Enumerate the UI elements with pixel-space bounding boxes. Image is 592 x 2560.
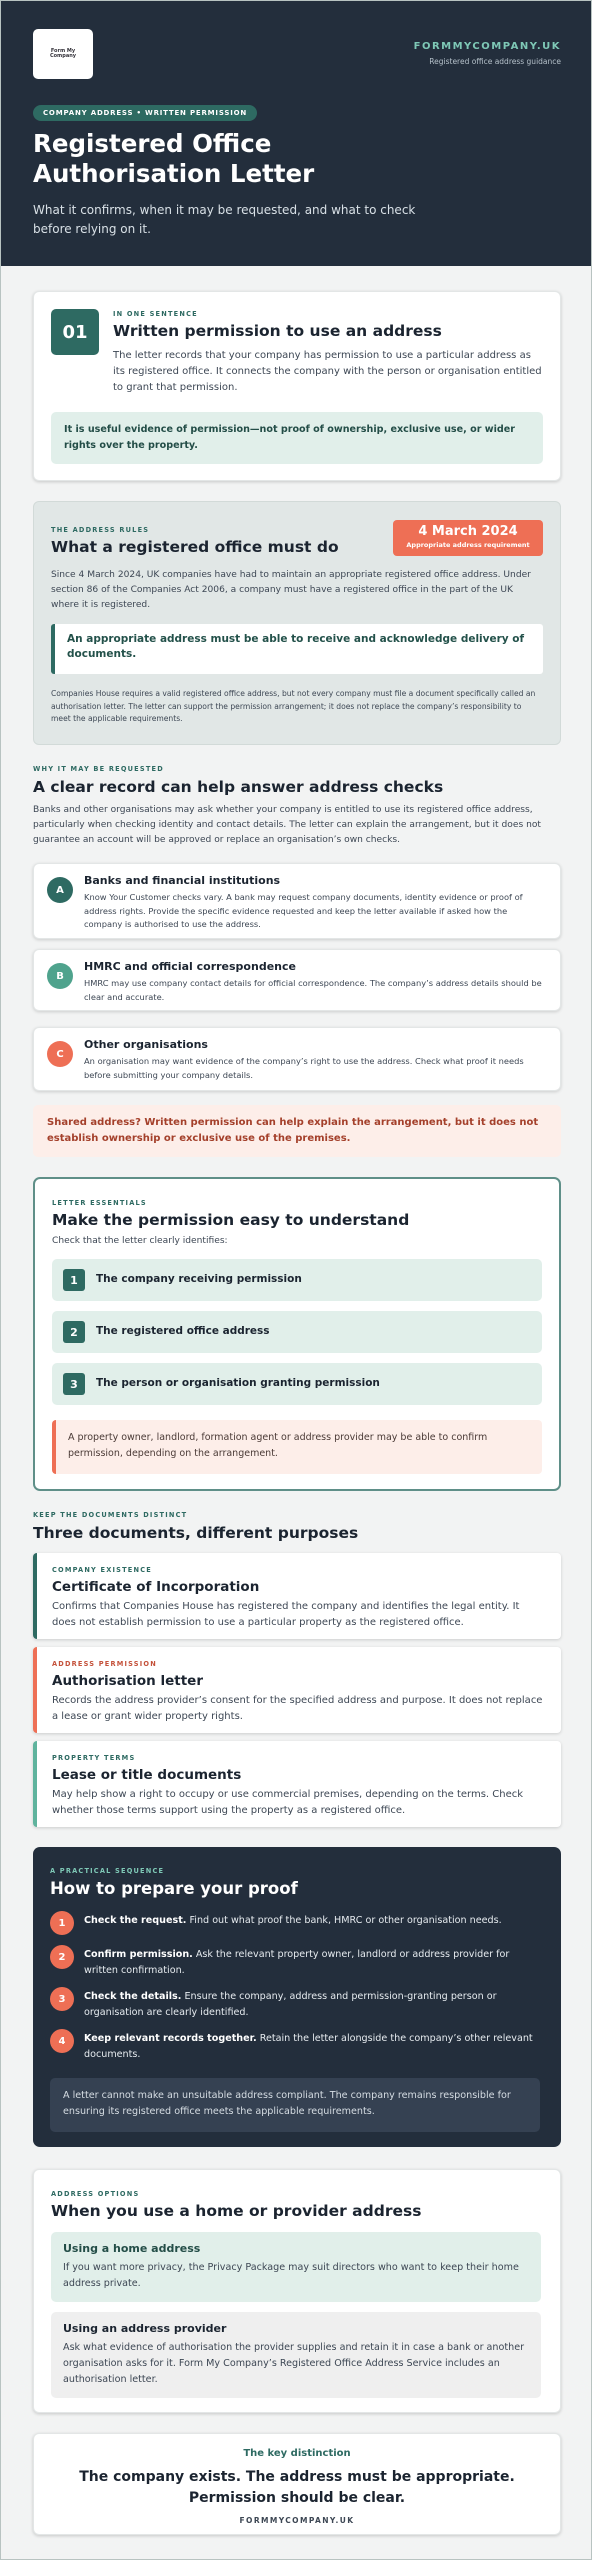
address-rules-panel [33,501,561,745]
doc-title: Lease or title documents [52,1767,242,1783]
date-badge [393,520,543,556]
company-logo[interactable] [33,29,93,79]
why-kicker: WHY IT MAY BE REQUESTED [33,765,164,773]
date-badge-label: Appropriate address requirement [406,541,530,549]
sequence-title: How to prepare your proof [50,1879,298,1898]
date-badge-date: 4 March 2024 [418,524,518,539]
essential-number: 2 [63,1321,85,1343]
step-item [50,1911,540,1937]
step-item [50,1945,540,1979]
step-item [50,2029,540,2063]
why-title: A clear record can help answer address checks [33,778,444,796]
sequence-note: A letter cannot make an unsuitable address compliant. The company remains responsible for ensuring its registered office meets the applicable requirements. [50,2078,540,2132]
essential-number: 1 [63,1269,85,1291]
option-desc: Ask what evidence of authorisation the provider supplies and retain it in case a bank or another organisation asks for it. Form My Company’s Registered Office Address Service includes an authorisation letter. [63,2342,525,2385]
essential-label: The registered office address [96,1325,270,1337]
hero-header [1,1,592,266]
option-address-provider [51,2312,541,2398]
page-lead: What it confirms, when it may be requested, and what to check before relying on it. [33,203,416,236]
step-item [50,1987,540,2021]
sequence-kicker: A PRACTICAL SEQUENCE [50,1867,165,1875]
footer-brand[interactable]: FORMMYCOMPANY.UK [239,2516,355,2525]
doc-card-authorisation [33,1647,561,1733]
essential-label: The person or organisation granting permission [96,1377,380,1389]
documents-title: Three documents, different purposes [33,1524,359,1542]
brand-name[interactable]: FORMMYCOMPANY.UK [413,41,561,52]
step-text: Check the details. Ensure the company, address and permission-granting person or organisation are clearly identified. [84,1991,497,2018]
footer-kicker: The key distinction [243,2448,351,2459]
item-title: Banks and financial institutions [84,874,281,887]
doc-kicker: PROPERTY TERMS [52,1754,136,1762]
step-text: Keep relevant records together. Retain the letter alongside the company’s other relevant documents. [84,2033,533,2060]
documents-kicker: KEEP THE DOCUMENTS DISTINCT [33,1511,188,1519]
item-desc: HMRC may use company contact details for official correspondence. The company’s address details should be clear and accurate. [84,978,542,1002]
essential-item [52,1259,542,1301]
rules-title: What a registered office must do [51,538,339,556]
summary-card [33,291,561,481]
option-desc: If you want more privacy, the Privacy Package may suit directors who want to keep their home address private. [63,2262,519,2289]
step-number: 1 [50,1911,74,1935]
summary-title: Written permission to use an address [113,322,442,340]
doc-card-certificate [33,1553,561,1639]
option-title: Using an address provider [63,2322,227,2335]
letter-badge-a: A [47,877,73,903]
doc-title: Authorisation letter [52,1673,203,1689]
address-options-card [33,2169,561,2413]
options-title: When you use a home or provider address [51,2202,422,2220]
summary-kicker: IN ONE SENTENCE [113,310,198,318]
key-distinction-footer [33,2433,561,2535]
options-kicker: ADDRESS OPTIONS [51,2190,140,2198]
rules-body: Since 4 March 2024, UK companies have had to maintain an appropriate registered office address. Under section 86 of the Companies Act 2006, a company must have a registered office in the part of the UK where it is registered. [51,570,531,610]
letter-essentials-card [33,1177,561,1491]
footer-statement: The company exists. The address must be appropriate. Permission should be clear. [79,2469,515,2506]
rules-callout: An appropriate address must be able to receive and acknowledge delivery of documents. [51,624,543,674]
essentials-note: A property owner, landlord, formation agent or address provider may be able to confirm permission, depending on the arrangement. [52,1420,542,1474]
summary-number: 01 [51,309,99,355]
list-item-other [33,1027,561,1091]
page-title: Registered Office Authorisation Letter [33,129,315,188]
summary-body: The letter records that your company has permission to use a particular address as its registered office. It connects the company with the person or organisation entitled to grant that permission. [113,350,542,393]
essentials-kicker: LETTER ESSENTIALS [52,1199,147,1207]
option-title: Using a home address [63,2242,201,2255]
summary-callout: It is useful evidence of permission—not proof of ownership, exclusive use, or wider rights over the property. [51,412,543,464]
letter-badge-b: B [47,963,73,989]
essential-item [52,1311,542,1353]
doc-desc: Records the address provider’s consent for the specified address and purpose. It does not replace a lease or grant wider property rights. [52,1695,543,1722]
item-desc: An organisation may want evidence of the company’s right to use the address. Check what proof it needs before submitting your company details. [84,1056,524,1080]
doc-title: Certificate of Incorporation [52,1579,260,1595]
doc-desc: Confirms that Companies House has registered the company and identifies the legal entity. It does not establish permission to use a particular property as the registered office. [52,1601,520,1628]
rules-kicker: THE ADDRESS RULES [51,526,150,534]
rules-note: Companies House requires a valid registered office address, but not every company must file a document specifically called an authorisation letter. The letter can support the permission arrangement; it does not replace the company’s responsibility to meet the applicable requirements. [51,689,536,723]
brand-tagline: Registered office address guidance [429,57,561,66]
item-title: Other organisations [84,1038,208,1051]
essential-item [52,1363,542,1405]
step-text: Confirm permission. Ask the relevant property owner, landlord or address provider for written confirmation. [84,1949,510,1976]
letter-badge-c: C [47,1041,73,1067]
item-title: HMRC and official correspondence [84,960,296,973]
doc-desc: May help show a right to occupy or use commercial premises, depending on the terms. Check whether those terms support using the property as a registered office. [52,1789,524,1816]
doc-kicker: ADDRESS PERMISSION [52,1660,157,1668]
doc-card-lease [33,1741,561,1827]
step-number: 4 [50,2029,74,2053]
doc-kicker: COMPANY EXISTENCE [52,1566,152,1574]
step-text: Check the request. Find out what proof the bank, HMRC or other organisation needs. [84,1915,502,1926]
essentials-intro: Check that the letter clearly identifies: [52,1236,228,1246]
topic-pill: COMPANY ADDRESS • WRITTEN PERMISSION [33,105,257,121]
list-item-hmrc [33,949,561,1011]
logo-text: Form My Company [49,47,77,59]
practical-sequence-panel [33,1847,561,2147]
brand-block [414,41,561,66]
essentials-title: Make the permission easy to understand [52,1211,410,1229]
step-number: 2 [50,1945,74,1969]
list-item-banks [33,863,561,939]
shared-address-warning: Shared address? Written permission can help explain the arrangement, but it does not establish ownership or exclusive use of the premises. [33,1105,561,1157]
essential-label: The company receiving permission [96,1273,302,1285]
why-body: Banks and other organisations may ask whether your company is entitled to use its registered office address, particularly when checking identity and contact details. The letter can explain the arrangement, but it does not guarantee an account will be approved or replace an organisation’s own checks. [33,805,541,845]
item-desc: Know Your Customer checks vary. A bank may request company documents, identity evidence or proof of address rights. Provide the specific evidence requested and keep the letter available if asked how the company is authorised to use the address. [84,892,523,929]
essential-number: 3 [63,1373,85,1395]
step-number: 3 [50,1987,74,2011]
option-home-address [51,2232,541,2302]
